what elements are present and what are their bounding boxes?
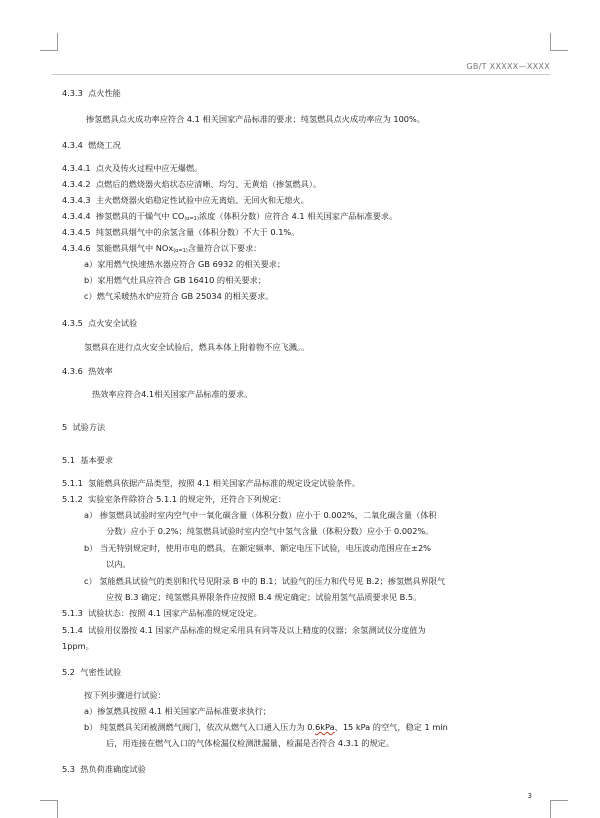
list-item: b）家用燃气灶具应符合 GB 16410 的相关要求； bbox=[84, 275, 267, 285]
list-item-continuation: 以内。 bbox=[106, 559, 131, 569]
section-heading-4-3-4 bbox=[62, 140, 121, 151]
clause-number: 4.3.4.5 bbox=[62, 227, 91, 237]
page-number: 3 bbox=[527, 792, 532, 800]
list-item bbox=[84, 722, 448, 733]
clause-number: 4.3.4.6 bbox=[62, 243, 91, 253]
crop-mark bbox=[550, 800, 568, 801]
clause-item bbox=[62, 243, 262, 257]
section-number: 5 bbox=[62, 422, 68, 432]
subscript: (α=1) bbox=[184, 216, 199, 222]
list-item-continuation: 分数）应小于 0.2%；纯氢燃具试验时室内空气中氢气含量（体积分数）应小于 0.002%。 bbox=[106, 526, 434, 536]
clause-number: 4.3.4.2 bbox=[62, 179, 91, 189]
section-number: 5.1 bbox=[62, 455, 76, 465]
clause-item bbox=[62, 227, 299, 238]
section-heading-4-3-5 bbox=[62, 318, 137, 329]
section-title: 燃烧工况 bbox=[88, 140, 121, 150]
section-title: 试验方法 bbox=[72, 422, 106, 432]
clause-text: 纯氢燃具烟气中的余氢含量（体积分数）不大于 0.1%。 bbox=[95, 227, 300, 237]
section-heading-4-3-3 bbox=[62, 88, 121, 99]
clause-number: 4.3.4.3 bbox=[62, 195, 91, 205]
section-heading-4-3-6 bbox=[62, 366, 113, 377]
clause-text: 试验用仪器按 4.1 国家产品标准的规定采用具有同等及以上精度的仪器；余氢测试仪分度值为 bbox=[88, 625, 426, 635]
clause-number: 5.1.3 bbox=[62, 608, 83, 618]
section-number: 5.3 bbox=[62, 764, 76, 774]
clause-item bbox=[62, 195, 309, 206]
clause-number: 4.3.4.1 bbox=[62, 163, 91, 173]
clause-item bbox=[62, 625, 426, 636]
section-number: 5.2 bbox=[62, 667, 76, 677]
clause-continuation: 1ppm。 bbox=[62, 641, 94, 651]
header-rule bbox=[52, 74, 550, 75]
section-title: 点火性能 bbox=[88, 88, 121, 98]
list-text: 、15 kPa 的空气，稳定 1 min bbox=[334, 722, 448, 732]
section-number: 4.3.3 bbox=[62, 88, 83, 98]
crop-mark bbox=[550, 50, 568, 51]
clause-text: 含量符合以下要求： bbox=[187, 243, 262, 253]
clause-number: 5.1.4 bbox=[62, 625, 83, 635]
section-number: 4.3.5 bbox=[62, 318, 83, 328]
chapter-heading-5 bbox=[62, 422, 105, 433]
section-heading-5-3 bbox=[62, 764, 146, 775]
section-title: 热效率 bbox=[88, 366, 113, 376]
list-item: b） 当无特别规定时，使用市电的燃具，在额定频率、额定电压下试验，电压波动范围应在±2% bbox=[84, 543, 431, 553]
list-text: b） 纯氢燃具关闭被测燃气阀门，依次从燃气入口通入压力为 0. bbox=[84, 722, 316, 732]
standard-code: GB/T XXXXX—XXXX bbox=[466, 62, 550, 71]
list-item: a）掺氢燃具按照 4.1 相关国家产品标准要求执行； bbox=[84, 706, 271, 716]
section-number: 4.3.4 bbox=[62, 140, 83, 150]
clause-text: 点燃后的燃烧器火焰状态应清晰、均匀、无黄焰（掺氢燃具）。 bbox=[95, 179, 322, 189]
clause-text: 浓度（体积分数）应符合 4.1 相关国家产品标准要求。 bbox=[198, 211, 398, 221]
paragraph: 掺氢燃具点火成功率应符合 4.1 相关国家产品标准的要求；纯氢燃具点火成功率应为 100%。 bbox=[86, 114, 425, 124]
underlined-value: 6kPa bbox=[315, 722, 335, 732]
section-title: 点火安全试验 bbox=[88, 318, 138, 328]
clause-text: 氢能燃具烟气中 NOx bbox=[95, 243, 174, 253]
clause-item bbox=[62, 179, 321, 190]
section-title: 热负荷准确度试验 bbox=[80, 764, 146, 774]
crop-mark bbox=[40, 50, 58, 51]
crop-mark bbox=[57, 800, 58, 818]
paragraph: 按下列步骤进行试验： bbox=[84, 690, 166, 700]
clause-item bbox=[62, 478, 360, 489]
list-item: c）燃气采暖热水炉应符合 GB 25034 的相关要求。 bbox=[84, 291, 274, 301]
clause-item bbox=[62, 163, 202, 174]
section-title: 基本要求 bbox=[80, 455, 114, 465]
crop-mark bbox=[40, 800, 58, 801]
section-heading-5-1 bbox=[62, 455, 113, 466]
list-item-continuation: 后，用连接在燃气入口的气体检漏仪检测泄漏量，检漏是否符合 4.3.1 的规定。 bbox=[106, 738, 395, 748]
subscript: (α=1) bbox=[173, 248, 188, 254]
list-item: a）家用燃气快速热水器应符合 GB 6932 的相关要求； bbox=[84, 259, 286, 269]
paragraph: 氢燃具在进行点火安全试验后，燃具本体上附着物不应飞溅。。 bbox=[84, 342, 310, 352]
clause-number: 5.1.2 bbox=[62, 494, 83, 504]
paragraph: 热效率应符合4.1相关国家产品标准的要求。 bbox=[92, 389, 253, 399]
clause-text: 实验室条件除符合 5.1.1 的规定外，还符合下列规定： bbox=[88, 494, 287, 504]
section-heading-5-2 bbox=[62, 667, 121, 678]
list-item: c） 氢能燃具试验气的类别和代号见附录 B 中的 B.1；试验气的压力和代号见 B.2；掺氢燃具界限气 bbox=[84, 576, 446, 586]
list-item: a） 掺氢燃具试验时室内空气中一氧化碳含量（体积分数）应小于 0.002%，二氧化碳含量（体积 bbox=[84, 510, 437, 520]
list-item-continuation: 应按 B.3 确定；纯氢燃具界限条件应按照 B.4 规定确定；试验用氢气品质要求见 B.5。 bbox=[106, 592, 422, 602]
section-number: 4.3.6 bbox=[62, 366, 83, 376]
clause-text: 主火燃烧器火焰稳定性试验中应无离焰、无回火和无熄火。 bbox=[95, 195, 309, 205]
crop-mark bbox=[550, 800, 551, 818]
crop-mark bbox=[57, 33, 58, 51]
section-title: 气密性试验 bbox=[80, 667, 122, 677]
clause-number: 5.1.1 bbox=[62, 478, 83, 488]
clause-text: 试验状态：按照 4.1 国家产品标准的规定设定。 bbox=[88, 608, 262, 618]
clause-item bbox=[62, 211, 397, 225]
clause-item bbox=[62, 494, 286, 505]
clause-text: 点火及传火过程中应无爆燃。 bbox=[95, 163, 203, 173]
clause-number: 4.3.4.4 bbox=[62, 211, 91, 221]
clause-item bbox=[62, 608, 262, 619]
crop-mark bbox=[550, 33, 551, 51]
clause-text: 掺氢燃具的干燥气中 CO bbox=[95, 211, 185, 221]
clause-text: 氢能燃具依据产品类型，按照 4.1 相关国家产品标准的规定设定试验条件。 bbox=[88, 478, 361, 488]
